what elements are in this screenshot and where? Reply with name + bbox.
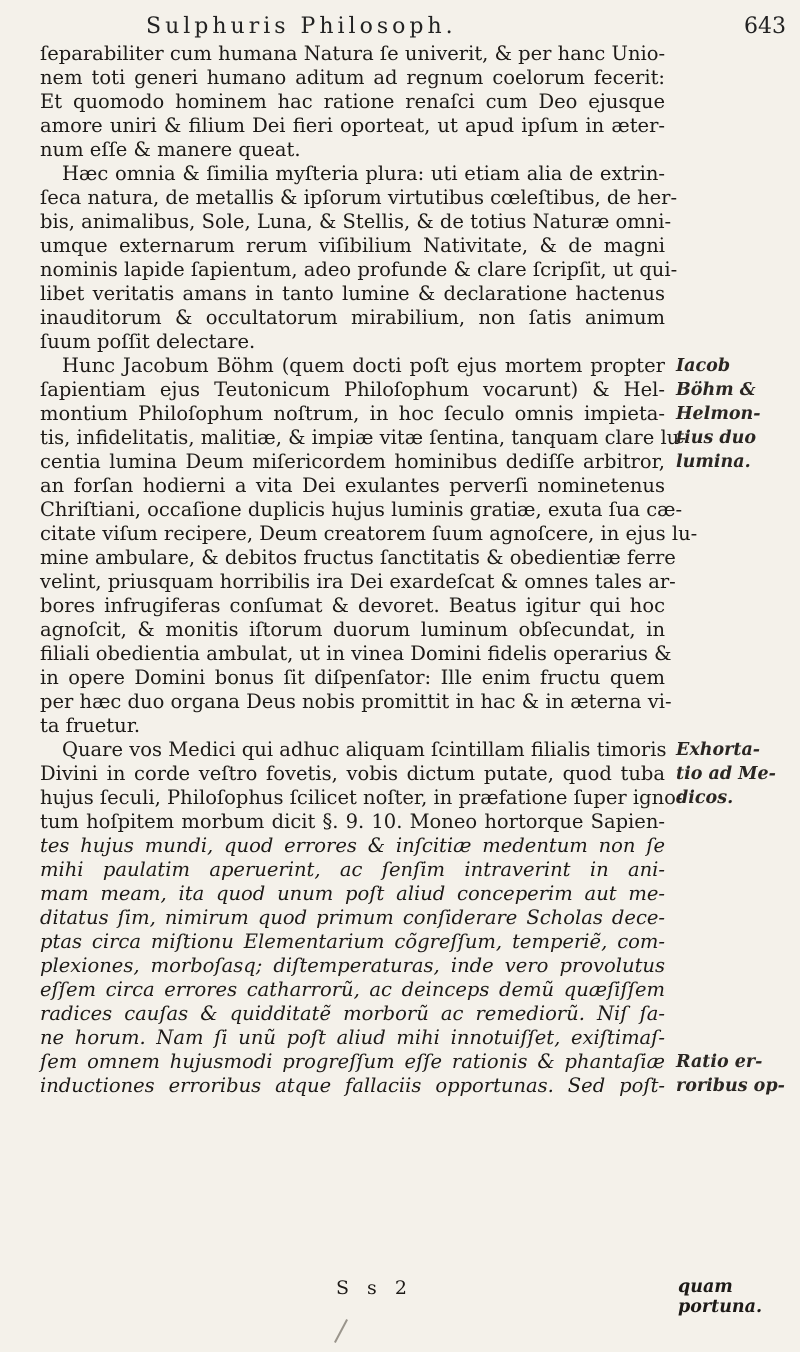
margin-note-line: Iacob (676, 356, 731, 376)
text-line: Hæc omnia & ſimilia myſteria plura: uti etiam alia de extrin- (62, 162, 665, 185)
margin-note (676, 738, 794, 810)
text-line: Divini in corde veſtro fovetis, vobis dictum putate, quod tuba (40, 762, 665, 785)
text-line: num eſſe & manere queat. (40, 138, 301, 161)
running-header (146, 14, 786, 40)
text-line: ne horum. Nam ſi unũ poſt aliud mihi innotuiſſet, exiſtimaſ- (40, 1026, 665, 1049)
text-line: mihi paulatim aperuerint, ac ſenſim intraverint in ani- (40, 858, 665, 881)
margin-note-line: tius duo (676, 428, 757, 448)
text-line: filiali obedientia ambulat, ut in vinea Domini fidelis operarius & (40, 642, 672, 665)
text-line: inductiones erroribus atque fallaciis opportunas. Sed poſt- (40, 1074, 665, 1097)
text-line: bores infrugiferas conſumat & devoret. Beatus igitur qui hoc (40, 594, 665, 617)
text-line: ditatus ſim, nimirum quod primum conſiderare Scholas dece- (40, 906, 665, 929)
text-line: umque externarum rerum viſibilium Nativitate, & de magni (40, 234, 665, 257)
text-line: tis, infidelitatis, malitiæ, & impiæ vitæ ſentina, tanquam clare lu- (40, 426, 686, 449)
text-line: in opere Domini bonus ſit diſpenſator: Ille enim fructu quem (40, 666, 665, 689)
ink-stroke-mark (334, 1319, 348, 1343)
text-line: plexiones, morboſasq; diſtemperaturas, inde vero provolutus (40, 954, 665, 977)
text-line: centia lumina Deum miſericordem hominibus dediſſe arbitror, (40, 450, 665, 473)
text-line: libet veritatis amans in tanto lumine & declaratione hactenus (40, 282, 665, 305)
text-line: inauditorum & occultatorum mirabilium, non ſatis animum (40, 306, 665, 329)
text-line: mam meam, ita quod unum poſt aliud conceperim aut me- (40, 882, 665, 905)
catchword: quam portuna. (678, 1277, 763, 1317)
text-line: bis, animalibus, Sole, Luna, & Stellis, & de totius Naturæ omni- (40, 210, 672, 233)
text-line: an forſan hodierni a vita Dei exulantes perverſi nominetenus (40, 474, 665, 497)
page-footer (0, 1277, 800, 1317)
main-text-block (40, 42, 698, 1098)
margin-note-line: Exhorta- (676, 740, 761, 760)
text-line: per hæc duo organa Deus nobis promittit in hac & in æterna vi- (40, 690, 672, 713)
text-line: amore uniri & filium Dei fieri oporteat, ut apud ipſum in æter- (40, 114, 665, 137)
margin-note-line: lumina. (676, 452, 751, 472)
margin-note-line: Böhm & (676, 380, 756, 400)
text-line: citate viſum recipere, Deum creatorem ſuum agnoſcere, in ejus lu- (40, 522, 698, 545)
text-line: tum hoſpitem morbum dicit §. 9. 10. Moneo hortorque Sapien- (40, 810, 665, 833)
text-line: montium Philoſophum noſtrum, in hoc ſeculo omnis impieta- (40, 402, 665, 425)
text-line: hujus ſeculi, Philoſophus ſcilicet noſter, in præfatione ſuper igno- (40, 786, 683, 809)
margin-note (676, 354, 794, 474)
text-line: Chriſtiani, occaſione duplicis hujus luminis gratiæ, exuta ſua cæ- (40, 498, 683, 521)
text-line: eſſem circa errores catharrorũ, ac deinceps demũ quæſiſſem (40, 978, 665, 1001)
text-line: velint, priusquam horribilis ira Dei exardeſcat & omnes tales ar- (40, 570, 676, 593)
margin-note-line: Ratio er- (676, 1052, 763, 1072)
text-line: ſuum poſſit delectare. (40, 330, 256, 353)
text-line: radices cauſas & quidditatẽ morborũ ac remediorũ. Niſ ſa- (40, 1002, 665, 1025)
text-line: ptas circa miſtionu Elementarium cõgreſſum, temperiẽ, com- (40, 930, 665, 953)
page-number: 643 (744, 14, 786, 39)
margin-note-line: roribus op- (676, 1076, 785, 1096)
text-line: Quare vos Medici qui adhuc aliquam ſcintillam filialis timoris (62, 738, 667, 761)
margin-note-line: tio ad Me- (676, 764, 776, 784)
text-line: ta fruetur. (40, 714, 141, 737)
text-line: agnoſcit, & monitis iſtorum duorum luminum obſecundat, in (40, 618, 665, 641)
text-line: Hunc Jacobum Böhm (quem docti poſt ejus mortem propter (62, 354, 665, 377)
text-line: mine ambulare, & debitos fructus ſanctitatis & obedientiæ ferre (40, 546, 676, 569)
running-title: Sulphuris Philosoph. (146, 14, 457, 39)
margin-note-line: dicos. (676, 788, 734, 808)
text-line: ſeparabiliter cum humana Natura ſe univerit, & per hanc Unio- (40, 42, 666, 65)
text-line: ſem omnem hujusmodi progreſſum eſſe rationis & phantaſiæ (40, 1050, 665, 1073)
margin-note-line: Helmon- (676, 404, 761, 424)
text-line: tes hujus mundi, quod errores & inſcitiæ medentum non ſe (40, 834, 665, 857)
text-line: Et quomodo hominem hac ratione renaſci cum Deo ejusque (40, 90, 665, 113)
text-line: nem toti generi humano aditum ad regnum coelorum fecerit: (40, 66, 665, 89)
signature-mark: S s 2 (336, 1277, 413, 1299)
text-line: ſapientiam ejus Teutonicum Philoſophum vocarunt) & Hel- (40, 378, 665, 401)
margin-note (676, 1050, 794, 1098)
text-line: ſeca natura, de metallis & ipſorum virtutibus cœleſtibus, de her- (40, 186, 678, 209)
text-line: nominis lapide ſapientum, adeo profunde & clare ſcripſit, ut qui- (40, 258, 678, 281)
